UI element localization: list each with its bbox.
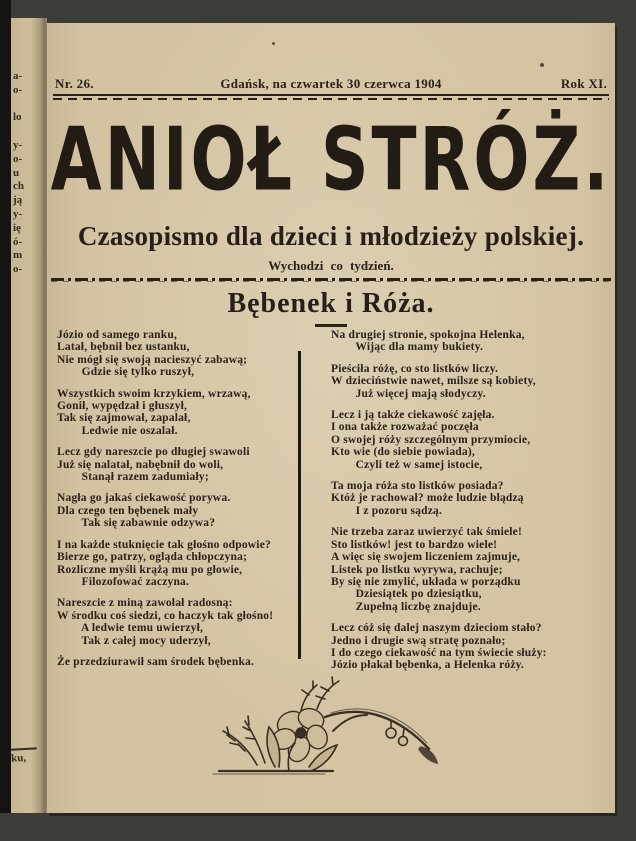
poem-line: O swojej róży szczególnym przymiocie,	[331, 433, 531, 446]
poem-stanza	[57, 388, 299, 438]
poem-line: I z pozoru sądzą.	[331, 504, 443, 517]
poem-line: I do czego ciekawość na tym świecie służy:	[331, 646, 547, 659]
poem-line: Kto wie (do siebie powiada),	[331, 446, 475, 459]
poem-stanza	[57, 446, 299, 483]
poem-line: Lecz i ją także ciekawość zajęła.	[331, 409, 495, 422]
cutoff-text-fragment: lo	[13, 111, 22, 124]
poem-line: Latał, bębnił bez ustanku,	[57, 341, 190, 354]
poem-line: Że przedziurawił sam środek bębenka.	[57, 655, 255, 668]
poem-line: Gdzie się tylko ruszył,	[57, 366, 195, 379]
poem-line: Tak z całej mocy uderzył,	[57, 634, 211, 647]
volume-label: Rok XI.	[560, 76, 607, 91]
cutoff-text-fragment-bottom: ku,	[11, 747, 38, 764]
cutoff-text-fragment	[13, 98, 43, 112]
cutoff-text-fragment: o-	[13, 263, 23, 276]
cutoff-text-fragments	[13, 70, 43, 277]
poem-line: A ledwie temu uwierzył,	[57, 622, 204, 635]
ink-speck	[272, 42, 275, 45]
poem-stanza	[331, 329, 609, 354]
column-divider-rule	[298, 351, 301, 659]
poem-stanza	[57, 597, 299, 647]
poem-line: Dla czego ten bębenek mały	[57, 504, 199, 517]
poem-line: Nagła go jakaś ciekawość porywa.	[57, 492, 231, 505]
cutoff-text-fragment: ch	[13, 180, 24, 193]
poem-title-rule	[315, 324, 347, 327]
poem-line: I na każde stuknięcie tak głośno odpowie?	[57, 538, 271, 551]
poem-line: Tak się zabawnie odzywa?	[57, 517, 216, 530]
poem-line: Listek po listku wyrywa, rachuje;	[331, 563, 503, 576]
poem-line: Bierze go, patrzy, ogląda chłopczyna;	[57, 551, 248, 564]
poem-line: Wijąc dla mamy bukiety.	[331, 341, 484, 354]
poem-line: By się nie zmylić, układa w porządku	[331, 575, 521, 588]
poem-columns	[47, 329, 615, 689]
cutoff-text-fragment: ó-	[13, 235, 23, 248]
binding-gutter	[0, 0, 11, 813]
poem-line: W dzieciństwie nawet, milsze są kobiety,	[331, 375, 536, 388]
poem-line: Czyli też w samej istocie,	[331, 458, 483, 471]
cutoff-text-fragment: a-	[13, 70, 23, 82]
poem-line: Zupełną liczbę znajduje.	[331, 600, 481, 613]
poem-line: Ta moja róża sto listków posiada?	[331, 480, 504, 493]
poem-stanza	[331, 480, 609, 517]
poem-line: Ledwie nie oszalał.	[57, 424, 178, 437]
cutoff-text-fragment: ię	[13, 221, 21, 234]
poem-line: Rozliczne myśli krążą mu po głowie,	[57, 563, 243, 576]
cutoff-text-fragment: u	[13, 166, 20, 179]
masthead-title: ANIOŁ STRÓŻ.	[50, 109, 612, 211]
section-divider-rule	[51, 278, 611, 283]
poem-line: Pieściła różę, co sto listków liczy.	[331, 362, 499, 375]
poem-stanza	[331, 622, 609, 672]
floral-vignette-icon	[205, 675, 457, 793]
poem-column-left	[57, 329, 299, 677]
poem-stanza	[57, 492, 299, 529]
poem-line: Nie mógł się swoją nacieszyć zabawą;	[57, 353, 248, 366]
newspaper-page	[47, 23, 615, 813]
poem-line: Filozofować zaczyna.	[57, 575, 190, 588]
cutoff-text-fragment: o-	[13, 83, 23, 96]
cutoff-text-fragment: o-	[13, 152, 23, 165]
page-header	[55, 77, 607, 91]
poem-line: Wszystkich swoim krzykiem, wrzawą,	[57, 387, 251, 400]
poem-stanza	[57, 329, 299, 379]
cutoff-text-fragment: ją	[13, 194, 23, 207]
poem-line: Któż je rachował? może ludzie błądzą	[331, 492, 524, 505]
poem-line: A więc się swojem liczeniem zajmuje,	[331, 551, 521, 564]
poem-line: I ona także rozważać poczęła	[331, 421, 479, 434]
poem-line: Tak się zajmował, zapalał,	[57, 412, 191, 425]
poem-line: Nie trzeba zaraz uwierzyć tak śmiele!	[331, 526, 523, 539]
issue-number: Nr. 26.	[55, 76, 94, 91]
cutoff-text-fragment: y-	[13, 207, 23, 220]
poem-line: Sto listków! jest to bardzo wiele!	[331, 538, 498, 551]
poem-stanza	[57, 539, 299, 589]
poem-line: Józio od samego ranku,	[57, 329, 178, 341]
poem-line: Już się nalatał, nabębnił do woli,	[57, 458, 224, 471]
poem-title: Bębenek i Róża.	[227, 288, 435, 319]
cutoff-text-fragment: m	[13, 249, 23, 262]
poem-line: Dziesiątek po dziesiątku,	[331, 588, 482, 601]
cutoff-text-fragment	[13, 125, 43, 139]
poem-stanza	[57, 656, 299, 668]
header-rule	[53, 94, 609, 101]
poem-line: Józio płakał bębenka, a Helenka róży.	[331, 659, 525, 672]
cutoff-text-fragment: y-	[13, 138, 23, 151]
ink-speck	[540, 63, 544, 67]
masthead-subtitle: Czasopismo dla dzieci i młodzieży polskiej.	[77, 221, 585, 251]
dateline: Gdańsk, na czwartek 30 czerwca 1904	[220, 76, 442, 91]
poem-stanza	[331, 363, 609, 400]
poem-stanza	[331, 526, 609, 613]
poem-line: Już więcej mają słodyczy.	[331, 387, 486, 400]
poem-line: Jedno i drugie swą stratę poznało;	[331, 634, 506, 647]
poem-stanza	[331, 409, 609, 471]
poem-line: W środku coś siedzi, co haczyk tak głośno!	[57, 609, 274, 622]
poem-line: Lecz cóż się dalej naszym dzieciom stało?	[331, 622, 542, 635]
poem-column-right	[331, 329, 609, 681]
poem-line: Nareszcie z miną zawołał radosną:	[57, 597, 233, 610]
poem-line: Stanął razem zadumiały;	[57, 471, 209, 484]
poem-line: Gonił, wypędzał i głuszył,	[57, 400, 188, 413]
frequency-line: Wychodzi co tydzień.	[268, 258, 394, 273]
poem-line: Lecz gdy nareszcie po długiej swawoli	[57, 446, 250, 459]
poem-line: Na drugiej stronie, spokojna Helenka,	[331, 329, 525, 341]
previous-page-sliver	[11, 18, 47, 813]
